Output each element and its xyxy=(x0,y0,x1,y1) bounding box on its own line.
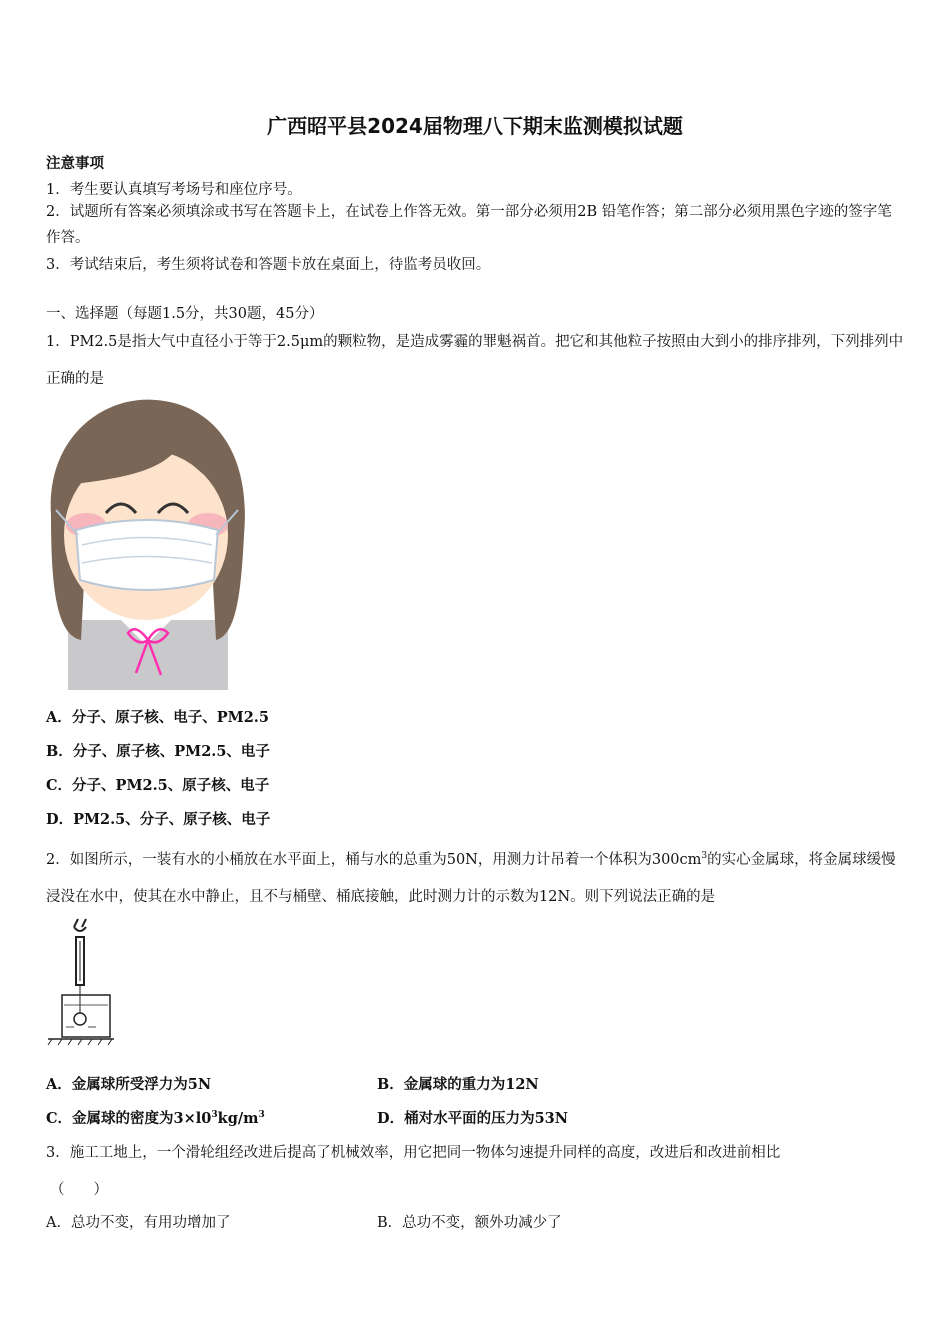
girl-mask-illustration xyxy=(46,395,246,690)
question-3-stem: 3．施工工地上，一个滑轮组经改进后提高了机械效率，用它把同一物体匀速提升同样的高度，改进后和改进前相比 xyxy=(46,1145,781,1161)
option-c: C．分子、PM2.5、原子核、电子 xyxy=(46,777,270,794)
question-1-stem: 1．PM2.5是指大气中直径小于等于2.5μm的颗粒物，是造成雾霾的罪魁祸首。把它和其他粒子按照由大到小的排序排列，下列排列中正确的是 xyxy=(46,334,904,387)
note-item: 3．考试结束后，考生须将试卷和答题卡放在桌面上，待监考员收回。 xyxy=(46,257,491,273)
q2-stem-part: 的实心金属球，将金属球缓慢浸没在水中，使其在水中静止，且不与桶壁、桶底接触，此时测力计的示数为12N。则下列说法正确的是 xyxy=(46,851,896,905)
q2-stem-sup: 3 xyxy=(701,851,708,861)
q2-optc-sup: 3 xyxy=(211,1110,218,1121)
q2-stem-part: 2．如图所示，一装有水的小桶放在水平面上，桶与水的总重为50N，用测力计吊着一个体积为300cm xyxy=(46,851,702,868)
question-3-blank: （ ） xyxy=(50,1182,108,1198)
option-a: A．分子、原子核、电子、PM2.5 xyxy=(46,709,269,726)
note-item: 2．试题所有答案必须填涂或书写在答题卡上，在试卷上作答无效。第一部分必须用2B 铅笔作答；第二部分必须用黑色字迹的签字笔作答。 xyxy=(46,204,892,246)
q2-optc-part: C．金属球的密度为3×l0 xyxy=(46,1110,212,1127)
option-b: B．分子、原子核、PM2.5、电子 xyxy=(46,743,270,760)
question-2-stem xyxy=(46,838,906,916)
note-item: 1．考生要认真填写考场号和座位序号。 xyxy=(46,182,302,198)
notes-heading: 注意事项 xyxy=(46,155,104,172)
option-a: A．总功不变，有用功增加了 xyxy=(46,1215,231,1231)
q2-optc-sup: 3 xyxy=(258,1110,265,1121)
spring-scale-bucket-diagram xyxy=(44,915,116,1055)
option-d: D．PM2.5、分子、原子核、电子 xyxy=(46,811,271,828)
option-c xyxy=(46,1107,265,1128)
option-d: D．桶对水平面的压力为53N xyxy=(377,1110,569,1127)
option-a: A．金属球所受浮力为5N xyxy=(46,1076,212,1093)
option-b: B．金属球的重力为12N xyxy=(377,1076,539,1093)
q2-optc-part: kg/m xyxy=(217,1110,259,1127)
page-title: 广西昭平县2024届物理八下期末监测模拟试题 xyxy=(267,114,683,138)
section-heading: 一、选择题（每题1.5分，共30题，45分） xyxy=(46,306,324,322)
option-b: B．总功不变，额外功减少了 xyxy=(377,1215,562,1231)
